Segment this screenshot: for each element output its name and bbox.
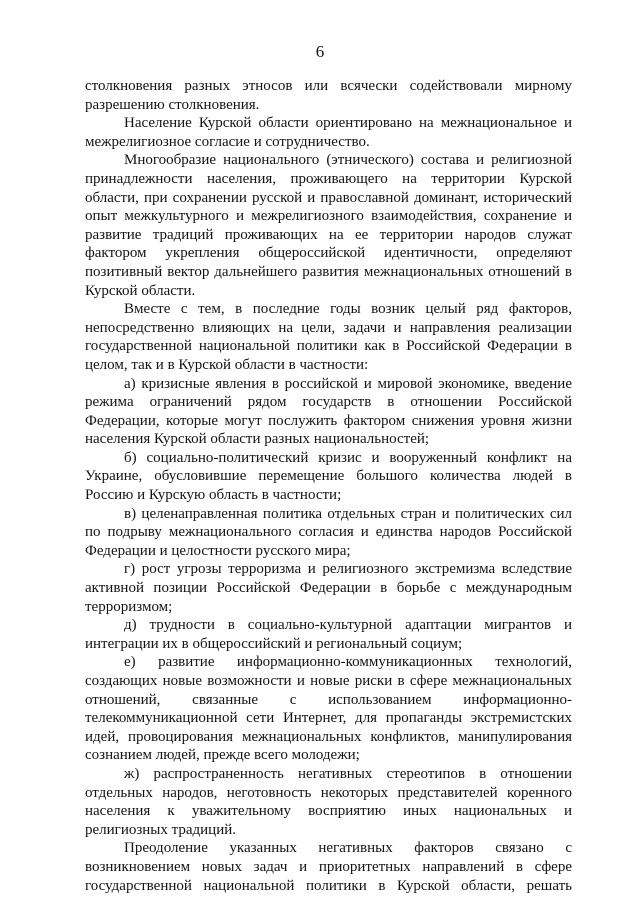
list-item-b: б) социально-политический кризис и вооруженный конфликт на Украине, обусловившие перемещение большого количества людей в Россию и Курскую область в частности; [85,449,572,504]
list-item-zh: ж) распространенность негативных стереотипов в отношении отдельных народов, неготовность некоторых представителей коренного населения к уважительному восприятию иных национальных и религиозных традиций. [85,765,572,838]
list-item-a: а) кризисные явления в российской и мировой экономике, введение режима ограничений рядом государств в отношении Российской Федерации, которые могут послужить фактором снижения уровня жизни населения Курской области разных национальностей; [85,375,572,448]
paragraph-overcoming: Преодоление указанных негативных факторов связано с возникновением новых задач и приоритетных направлений в сфере государственной национальной политики в Курской области, решать [85,840,572,894]
list-item-e: е) развитие информационно-коммуникационных технологий, создающих новые возможности и новые риски в сфере межнациональных отношений, связанные с использованием информационно-телекоммуникационной сети Интернет, для пропаганды экстремистских идей, провоцирования межнациональных конфликтов, манипулирования сознанием людей, прежде всего молодежи; [85,654,572,764]
document-body [85,77,572,895]
paragraph-continuation: столкновения разных этносов или всячески содействовали мирному разрешению столкновения. [85,78,572,113]
paragraph-diversity: Многообразие национального (этнического) состава и религиозной принадлежности населения, проживающего на территории Курской области, при сохранении русской и православной доминант, исторический опыт межкультурного и межрелигиозного взаимодействия, сохранение и развитие традиций проживающих на ее территории народов служат фактором укрепления общероссийской идентичности, определяют позитивный вектор дальнейшего развития межнациональных отношений в Курской области. [85,152,572,299]
paragraph-population-orientation: Население Курской области ориентировано на межнациональное и межрелигиозное согласие и сотрудничество. [85,115,572,150]
list-item-g: г) рост угрозы терроризма и религиозного экстремизма вследствие активной позиции Российской Федерации в борьбе с международным терроризмом; [85,561,572,615]
paragraph-factors-intro: Вместе с тем, в последние годы возник целый ряд факторов, непосредственно влияющих на цели, задачи и направления реализации государственной национальной политики как в Российской Федерации в целом, так и в Курской области в частности: [85,301,572,373]
list-item-v: в) целенаправленная политика отдельных стран и политических сил по подрыву межнационального согласия и единства народов Российской Федерации и целостности русского мира; [85,505,572,559]
page-number: 6 [315,42,325,61]
list-item-d: д) трудности в социально-культурной адаптации мигрантов и интеграции их в общероссийский и региональный социум; [85,617,572,652]
